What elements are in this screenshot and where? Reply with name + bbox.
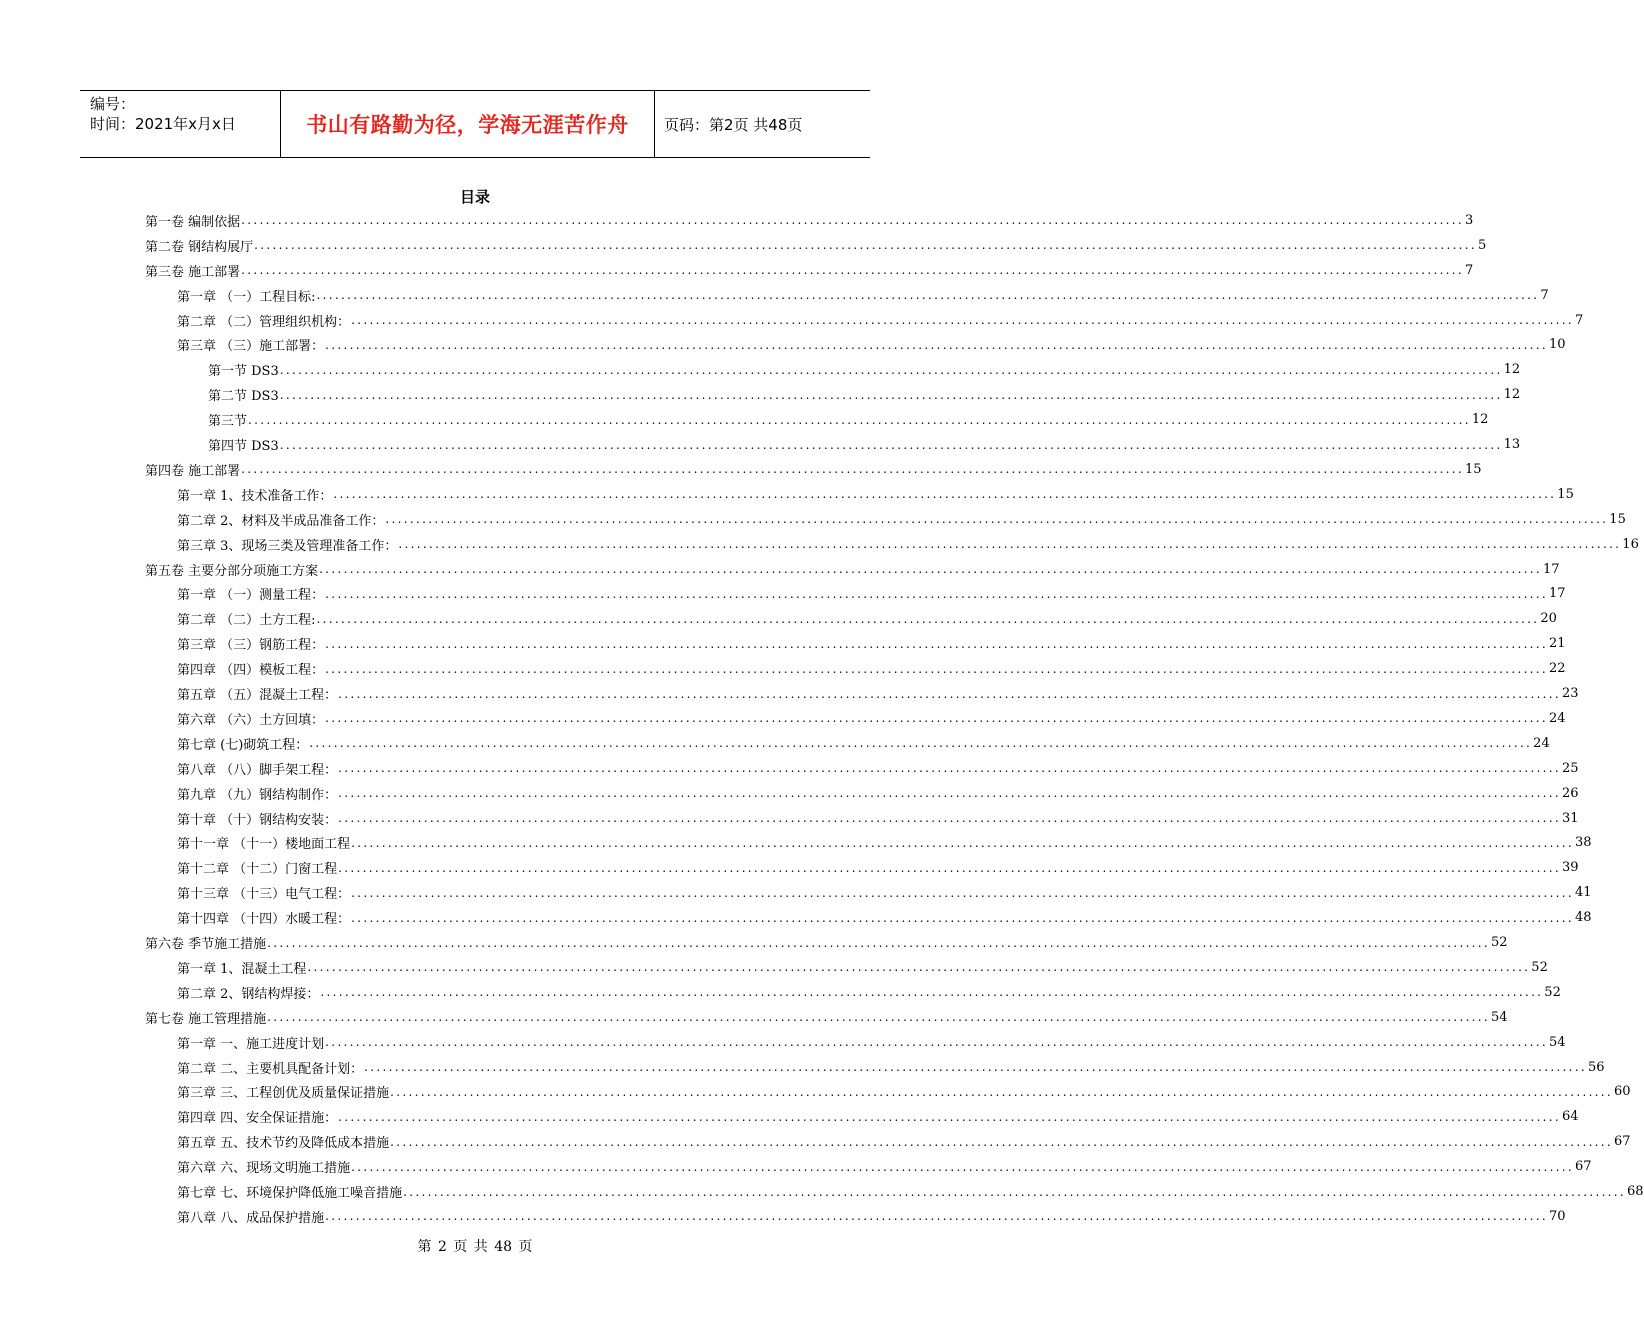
toc-entry-title: 第二卷 钢结构展厅 bbox=[145, 239, 254, 255]
toc-entry-title: 第一章 一、施工进度计划 bbox=[177, 1036, 325, 1052]
toc-entry-page: 10 bbox=[1549, 337, 1566, 353]
toc-entry[interactable] bbox=[177, 1080, 1631, 1105]
toc-leader-dots: ........................................................................................................................................................................................................ bbox=[385, 512, 1609, 527]
toc-entry-title: 第二章 （二）管理组织机构： bbox=[177, 314, 351, 330]
toc-entry-title: 第二章 2、材料及半成品准备工作： bbox=[177, 513, 385, 529]
toc-entry-title: 第一卷 编制依据 bbox=[145, 214, 241, 230]
toc-entry-page: 70 bbox=[1549, 1208, 1566, 1224]
toc-leader-dots: ........................................................................................................................................................................................................ bbox=[325, 586, 1549, 601]
toc-entry[interactable] bbox=[208, 357, 1521, 382]
page-footer: 第 2 页 共 48 页 bbox=[417, 1239, 533, 1255]
toc-entry-page: 7 bbox=[1575, 312, 1584, 328]
toc-entry-page: 52 bbox=[1491, 935, 1508, 951]
toc-entry-page: 3 bbox=[1465, 212, 1474, 228]
toc-entry-title: 第二章 （二）土方工程: bbox=[177, 613, 316, 629]
toc-entry-title: 第二章 二、主要机具配备计划： bbox=[177, 1061, 364, 1077]
toc-entry-title: 第十三章 （十三）电气工程： bbox=[177, 887, 351, 903]
toc-entry[interactable] bbox=[145, 557, 1560, 582]
toc-entry-page: 31 bbox=[1562, 810, 1579, 826]
toc-entry-page: 52 bbox=[1544, 984, 1561, 1000]
toc-entry[interactable] bbox=[177, 1154, 1592, 1179]
toc-leader-dots: ........................................................................................................................................................................................................ bbox=[325, 337, 1549, 352]
toc-entry-page: 64 bbox=[1562, 1109, 1579, 1125]
toc-entry[interactable] bbox=[177, 333, 1566, 358]
toc-entry[interactable] bbox=[177, 955, 1548, 980]
toc-entry-page: 15 bbox=[1465, 461, 1482, 477]
toc-entry-title: 第三节 bbox=[208, 414, 248, 430]
toc-entry[interactable] bbox=[177, 980, 1561, 1005]
toc-entry-page: 5 bbox=[1478, 237, 1487, 253]
toc-entry[interactable] bbox=[177, 681, 1579, 706]
toc-leader-dots: ........................................................................................................................................................................................................ bbox=[279, 387, 1503, 402]
toc-entry-title: 第六卷 季节施工措施 bbox=[145, 937, 267, 953]
toc-entry[interactable] bbox=[177, 582, 1566, 607]
toc-entry-title: 第八章 八、成品保护措施 bbox=[177, 1210, 325, 1226]
toc-entry[interactable] bbox=[177, 706, 1566, 731]
toc-entry-title: 第四章 四、安全保证措施： bbox=[177, 1111, 338, 1127]
toc-entry[interactable] bbox=[208, 407, 1489, 432]
toc-leader-dots: ........................................................................................................................................................................................................ bbox=[338, 686, 1562, 701]
toc-entry-title: 第一章 （一）工程目标: bbox=[177, 289, 316, 305]
toc-entry-page: 54 bbox=[1491, 1009, 1508, 1025]
toc-leader-dots: ........................................................................................................................................................................................................ bbox=[320, 985, 1544, 1000]
toc-leader-dots: ........................................................................................................................................................................................................ bbox=[338, 761, 1562, 776]
toc-leader-dots: ........................................................................................................................................................................................................ bbox=[403, 1184, 1627, 1199]
toc-entry-page: 21 bbox=[1549, 636, 1566, 652]
toc-entry-page: 67 bbox=[1575, 1159, 1592, 1175]
toc-entry[interactable] bbox=[177, 1055, 1605, 1080]
number-label: 编号： bbox=[90, 95, 136, 113]
toc-entry-page: 25 bbox=[1562, 760, 1579, 776]
toc-entry-page: 12 bbox=[1503, 362, 1521, 378]
toc-entry[interactable] bbox=[145, 457, 1482, 482]
toc-leader-dots: ........................................................................................................................................................................................................ bbox=[309, 736, 1533, 751]
toc-leader-dots: ........................................................................................................................................................................................................ bbox=[267, 935, 1491, 950]
toc-leader-dots: ........................................................................................................................................................................................................ bbox=[254, 238, 1478, 253]
toc-entry-page: 68 bbox=[1627, 1184, 1644, 1200]
toc-entry-page: 24 bbox=[1549, 710, 1566, 726]
toc-entry[interactable] bbox=[145, 1005, 1508, 1030]
toc-entry[interactable] bbox=[177, 283, 1549, 308]
toc-entry[interactable] bbox=[177, 880, 1592, 905]
toc-entry-page: 38 bbox=[1575, 835, 1592, 851]
toc-entry-title: 第三章 （三）施工部署： bbox=[177, 339, 325, 355]
toc-entry[interactable] bbox=[177, 731, 1550, 756]
toc-leader-dots: ........................................................................................................................................................................................................ bbox=[325, 661, 1549, 676]
toc-entry-title: 第三卷 施工部署 bbox=[145, 264, 241, 280]
toc-entry[interactable] bbox=[177, 831, 1592, 856]
toc-entry-title: 第一节 DS3 bbox=[208, 364, 279, 380]
toc-leader-dots: ........................................................................................................................................................................................................ bbox=[338, 786, 1562, 801]
toc-entry[interactable] bbox=[177, 507, 1626, 532]
toc-entry-page: 12 bbox=[1503, 387, 1521, 403]
toc-entry[interactable] bbox=[177, 1030, 1566, 1055]
toc-leader-dots: ........................................................................................................................................................................................................ bbox=[390, 1084, 1614, 1099]
toc-entry-page: 26 bbox=[1562, 785, 1579, 801]
toc-leader-dots: ........................................................................................................................................................................................................ bbox=[338, 860, 1562, 875]
toc-entry-title: 第六章 六、现场文明施工措施 bbox=[177, 1161, 351, 1177]
toc-leader-dots: ........................................................................................................................................................................................................ bbox=[338, 811, 1562, 826]
date-label: 时间：2021年x月x日 bbox=[90, 115, 236, 133]
toc-entry-page: 17 bbox=[1549, 586, 1566, 602]
toc-entry-title: 第一章 （一）测量工程： bbox=[177, 588, 325, 604]
toc-entry-title: 第十二章 （十二）门窗工程 bbox=[177, 862, 338, 878]
toc-entry[interactable] bbox=[177, 905, 1592, 930]
toc-entry-page: 12 bbox=[1471, 412, 1489, 428]
toc-leader-dots: ........................................................................................................................................................................................................ bbox=[390, 1134, 1614, 1149]
toc-entry[interactable] bbox=[145, 208, 1474, 233]
toc-entry-title: 第十章 （十）钢结构安装： bbox=[177, 812, 338, 828]
toc-entry[interactable] bbox=[145, 258, 1474, 283]
toc-entry-page: 13 bbox=[1503, 437, 1521, 453]
toc-entry[interactable] bbox=[177, 532, 1639, 557]
toc-entry-title: 第五章 五、技术节约及降低成本措施 bbox=[177, 1136, 390, 1152]
toc-leader-dots: ........................................................................................................................................................................................................ bbox=[351, 835, 1575, 850]
toc-entry[interactable] bbox=[177, 482, 1574, 507]
toc-leader-dots: ........................................................................................................................................................................................................ bbox=[325, 636, 1549, 651]
toc-entry-page: 15 bbox=[1609, 511, 1626, 527]
toc-entry-title: 第四卷 施工部署 bbox=[145, 463, 241, 479]
toc-entry-title: 第三章 （三）钢筋工程： bbox=[177, 638, 325, 654]
toc-leader-dots: ........................................................................................................................................................................................................ bbox=[325, 1209, 1549, 1224]
toc-leader-dots: ........................................................................................................................................................................................................ bbox=[364, 1060, 1588, 1075]
toc-leader-dots: ........................................................................................................................................................................................................ bbox=[351, 885, 1575, 900]
toc-leader-dots: ........................................................................................................................................................................................................ bbox=[351, 910, 1575, 925]
toc-entry[interactable] bbox=[208, 432, 1521, 457]
toc-leader-dots: ........................................................................................................................................................................................................ bbox=[279, 437, 1503, 452]
toc-entry-title: 第十一章 （十一）楼地面工程 bbox=[177, 837, 351, 853]
toc-leader-dots: ........................................................................................................................................................................................................ bbox=[316, 288, 1540, 303]
header-page-code bbox=[655, 91, 870, 157]
toc-leader-dots: ........................................................................................................................................................................................................ bbox=[241, 263, 1465, 278]
toc-leader-dots: ........................................................................................................................................................................................................ bbox=[307, 960, 1531, 975]
toc-entry[interactable] bbox=[145, 233, 1487, 258]
toc-entry-page: 24 bbox=[1533, 735, 1550, 751]
page-header bbox=[80, 90, 870, 158]
toc-entry[interactable] bbox=[177, 308, 1584, 333]
toc-entry-title: 第四节 DS3 bbox=[208, 439, 279, 455]
toc-entry-page: 7 bbox=[1465, 262, 1474, 278]
toc-entry-page: 60 bbox=[1614, 1084, 1631, 1100]
toc-leader-dots: ........................................................................................................................................................................................................ bbox=[325, 711, 1549, 726]
toc-entry-page: 16 bbox=[1622, 536, 1639, 552]
header-motto bbox=[281, 91, 655, 157]
toc-entry[interactable] bbox=[177, 1104, 1579, 1129]
toc-entry-title: 第七章 (七)砌筑工程： bbox=[177, 737, 309, 753]
toc-entry-page: 17 bbox=[1543, 561, 1560, 577]
toc-entry-title: 第二节 DS3 bbox=[208, 389, 279, 405]
toc-entry-page: 39 bbox=[1562, 860, 1579, 876]
toc-entry-page: 48 bbox=[1575, 910, 1592, 926]
toc-entry[interactable] bbox=[177, 1204, 1566, 1229]
toc-leader-dots: ........................................................................................................................................................................................................ bbox=[351, 313, 1575, 328]
toc-leader-dots: ........................................................................................................................................................................................................ bbox=[267, 1010, 1491, 1025]
toc-leader-dots: ........................................................................................................................................................................................................ bbox=[338, 1109, 1562, 1124]
toc-entry-page: 22 bbox=[1549, 661, 1566, 677]
page-code-text: 页码：第2页 共48页 bbox=[664, 115, 803, 134]
toc-entry[interactable] bbox=[177, 1129, 1631, 1154]
toc-entry[interactable] bbox=[177, 806, 1579, 831]
toc-entry-page: 20 bbox=[1540, 611, 1557, 627]
toc-entry[interactable] bbox=[145, 930, 1508, 955]
toc-entry[interactable] bbox=[177, 656, 1566, 681]
toc-leader-dots: ........................................................................................................................................................................................................ bbox=[241, 213, 1465, 228]
toc-leader-dots: ........................................................................................................................................................................................................ bbox=[351, 1159, 1575, 1174]
toc-entry[interactable] bbox=[177, 606, 1557, 631]
toc-leader-dots: ........................................................................................................................................................................................................ bbox=[279, 362, 1503, 377]
toc-leader-dots: ........................................................................................................................................................................................................ bbox=[316, 611, 1540, 626]
toc-entry[interactable] bbox=[177, 1179, 1644, 1204]
toc-leader-dots: ........................................................................................................................................................................................................ bbox=[398, 537, 1622, 552]
toc-leader-dots: ........................................................................................................................................................................................................ bbox=[319, 562, 1543, 577]
toc-entry-title: 第七卷 施工管理措施 bbox=[145, 1011, 267, 1027]
toc-entry-page: 41 bbox=[1575, 885, 1592, 901]
toc-entry-title: 第五章 （五）混凝土工程： bbox=[177, 688, 338, 704]
toc-entry[interactable] bbox=[208, 382, 1521, 407]
toc-entry-title: 第二章 2、钢结构焊接： bbox=[177, 986, 320, 1002]
toc-entry-page: 52 bbox=[1531, 959, 1548, 975]
toc-entry-title: 第一章 1、技术准备工作： bbox=[177, 488, 333, 504]
toc-title: 目录 bbox=[459, 188, 490, 206]
toc-entry[interactable] bbox=[177, 756, 1579, 781]
toc-entry-page: 67 bbox=[1614, 1134, 1631, 1150]
toc-entry-page: 15 bbox=[1557, 486, 1574, 502]
toc-leader-dots: ........................................................................................................................................................................................................ bbox=[241, 462, 1465, 477]
toc-entry-page: 23 bbox=[1562, 686, 1579, 702]
toc-leader-dots: ........................................................................................................................................................................................................ bbox=[248, 412, 1471, 427]
motto-text: 书山有路勤为径，学海无涯苦作舟 bbox=[306, 113, 629, 137]
toc-entry[interactable] bbox=[177, 631, 1566, 656]
toc-entry-title: 第九章 （九）钢结构制作： bbox=[177, 787, 338, 803]
toc-entry-title: 第六章 （六）土方回填： bbox=[177, 712, 325, 728]
toc-entry-title: 第十四章 （十四）水暖工程： bbox=[177, 912, 351, 928]
toc-entry-title: 第七章 七、环境保护降低施工噪音措施 bbox=[177, 1186, 403, 1202]
toc-entry[interactable] bbox=[177, 855, 1579, 880]
toc-leader-dots: ........................................................................................................................................................................................................ bbox=[333, 487, 1557, 502]
toc-entry-title: 第五卷 主要分部分项施工方案 bbox=[145, 563, 319, 579]
toc-entry[interactable] bbox=[177, 781, 1579, 806]
toc-entry-title: 第三章 三、工程创优及质量保证措施 bbox=[177, 1086, 390, 1102]
header-meta bbox=[80, 91, 281, 157]
toc-entry-title: 第八章 （八）脚手架工程： bbox=[177, 762, 338, 778]
toc-entry-title: 第一章 1、混凝土工程 bbox=[177, 961, 307, 977]
toc-entry-title: 第四章 （四）模板工程： bbox=[177, 663, 325, 679]
toc-entry-page: 56 bbox=[1588, 1059, 1605, 1075]
toc-entry-title: 第三章 3、现场三类及管理准备工作： bbox=[177, 538, 398, 554]
toc-entry-page: 7 bbox=[1540, 287, 1549, 303]
toc-leader-dots: ........................................................................................................................................................................................................ bbox=[325, 1035, 1549, 1050]
toc-entry-page: 54 bbox=[1549, 1034, 1566, 1050]
